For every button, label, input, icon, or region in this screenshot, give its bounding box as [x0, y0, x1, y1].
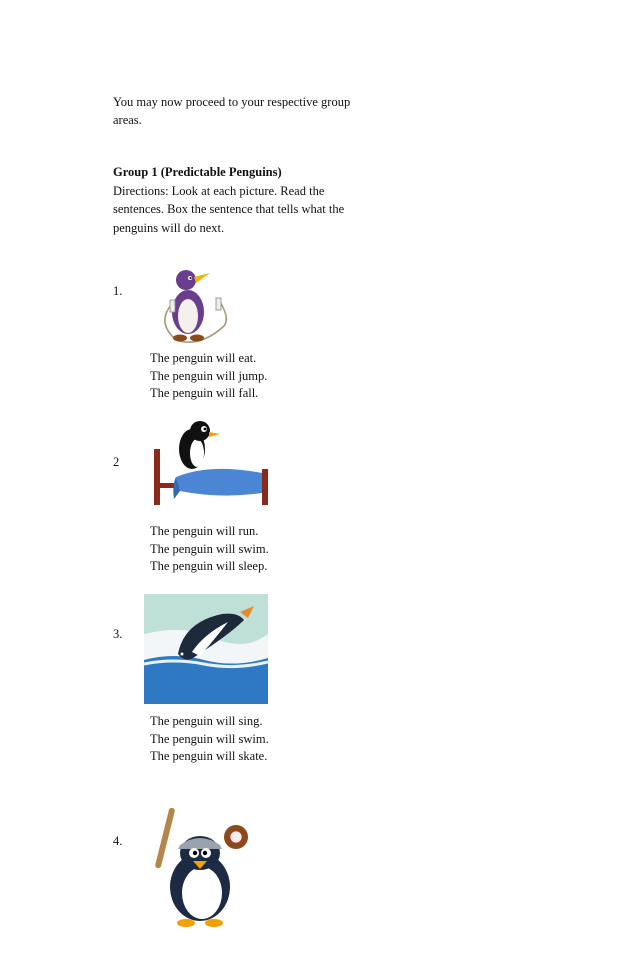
option-sentence[interactable]: The penguin will swim.	[150, 541, 269, 556]
option-sentence[interactable]: The penguin will sing.	[150, 714, 263, 728]
option-sentence[interactable]: The penguin will run.	[150, 524, 259, 538]
item-number: 1.	[113, 284, 123, 298]
group-title: Group 1 (Predictable Penguins)	[113, 165, 282, 179]
item-number: 3.	[113, 627, 123, 641]
penguin-in-bed-icon	[150, 419, 270, 511]
penguin-baseball-icon	[150, 805, 254, 935]
options-list	[150, 350, 267, 403]
item-number: 4.	[113, 834, 123, 848]
option-sentence[interactable]: The penguin will skate.	[150, 749, 268, 763]
intro-text: You may now proceed to your respective group areas.	[113, 95, 351, 127]
option-sentence[interactable]: The penguin will fall.	[150, 386, 259, 400]
penguin-jump-rope-icon	[150, 264, 234, 348]
directions-text: Directions: Look at each picture. Read the sentences. Box the sentence that tells what the penguins will do next.	[113, 183, 345, 235]
group-section	[113, 163, 373, 237]
item-number: 2	[113, 455, 120, 469]
penguin-diving-icon	[144, 594, 268, 704]
option-sentence[interactable]: The penguin will sleep.	[150, 559, 268, 573]
option-sentence[interactable]: The penguin will swim.	[150, 731, 269, 746]
option-sentence[interactable]: The penguin will jump.	[150, 368, 268, 383]
option-sentence[interactable]: The penguin will eat.	[150, 351, 257, 365]
options-list	[150, 713, 269, 766]
options-list	[150, 523, 269, 576]
